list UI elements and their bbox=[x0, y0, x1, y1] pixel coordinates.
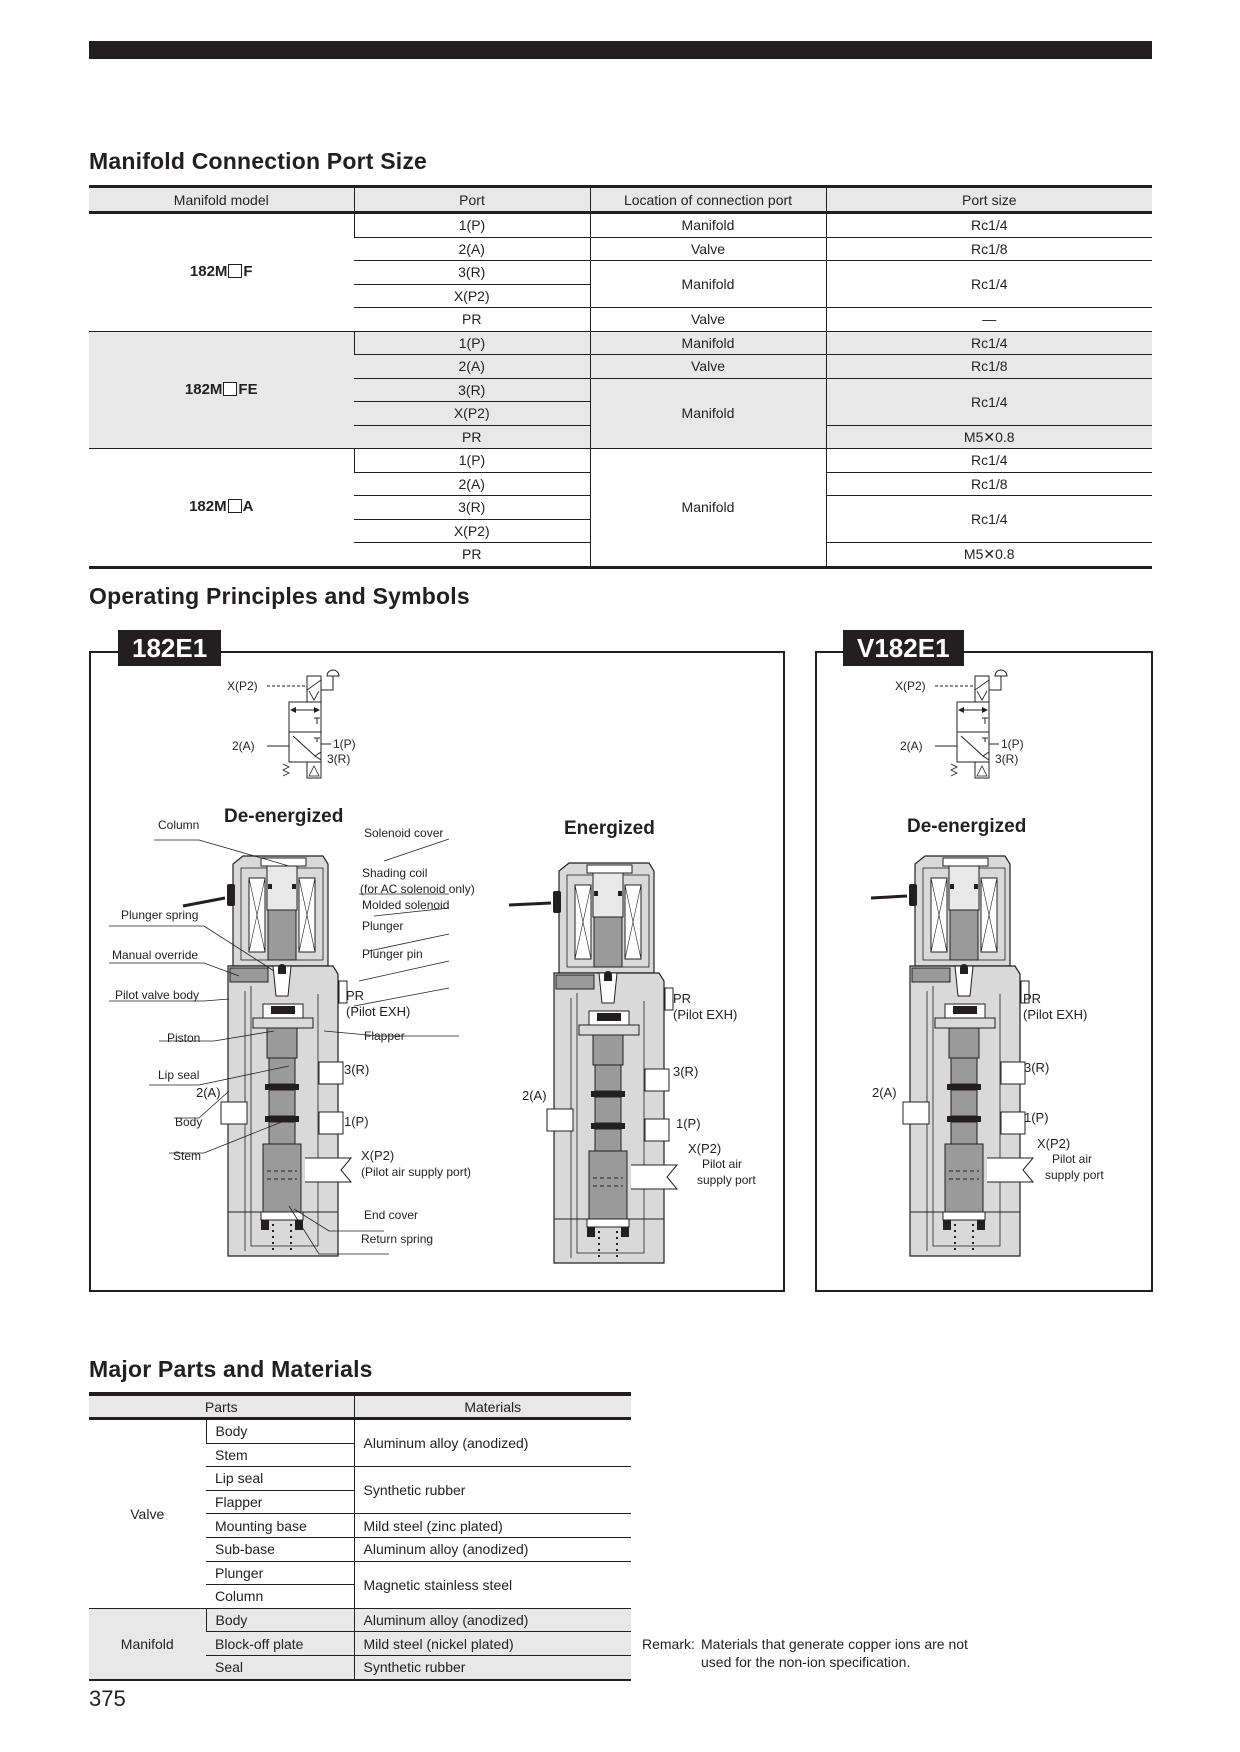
col-header: Location of connection port bbox=[590, 187, 826, 213]
material-cell: Mild steel (nickel plated) bbox=[354, 1632, 631, 1656]
valve-drawing-v182e1 bbox=[871, 856, 1033, 1256]
model-suffix: FE bbox=[238, 380, 258, 398]
symbol-label-a: 2(A) bbox=[900, 739, 923, 753]
callout-port-x: X(P2) bbox=[361, 1148, 395, 1163]
v-label-pilot-air: Pilot air bbox=[1052, 1152, 1093, 1166]
energized-label-pilot-exh: (Pilot EXH) bbox=[673, 1007, 738, 1022]
group-cell-manifold: Manifold bbox=[89, 1608, 206, 1679]
symbol-label-p: 1(P) bbox=[333, 737, 356, 751]
diagram-182e1 bbox=[89, 651, 785, 1292]
material-cell: Synthetic rubber bbox=[354, 1467, 631, 1514]
table-header-row bbox=[89, 1394, 631, 1419]
port-cell: PR bbox=[354, 425, 590, 449]
part-cell: Sub-base bbox=[206, 1537, 354, 1561]
callout-manual-override: Manual override bbox=[112, 948, 199, 962]
size-cell: M5✕0.8 bbox=[826, 543, 1152, 568]
callout-lip-seal: Lip seal bbox=[158, 1068, 200, 1082]
callout-flapper: Flapper bbox=[364, 1029, 405, 1043]
callout-port-r: 3(R) bbox=[344, 1062, 370, 1077]
v-label-pilot-exh: (Pilot EXH) bbox=[1023, 1007, 1088, 1022]
placeholder-box bbox=[228, 264, 242, 278]
valve-symbol bbox=[895, 670, 1024, 778]
callout-plunger: Plunger bbox=[362, 919, 404, 933]
part-cell: Body bbox=[206, 1419, 354, 1444]
state-label-v-de-energized: De-energized bbox=[907, 816, 1027, 837]
model-prefix: 182M bbox=[189, 263, 228, 281]
symbol-label-x: X(P2) bbox=[895, 679, 926, 693]
callout-pilot-valve-body: Pilot valve body bbox=[115, 988, 200, 1002]
state-label-energized: Energized bbox=[564, 818, 655, 839]
size-cell: — bbox=[826, 308, 1152, 332]
section-title-parts: Major Parts and Materials bbox=[89, 1356, 373, 1382]
energized-label-port-x: X(P2) bbox=[688, 1141, 722, 1156]
port-cell: 2(A) bbox=[354, 355, 590, 379]
callout-pilot-exh: (Pilot EXH) bbox=[346, 1004, 411, 1019]
size-cell: Rc1/8 bbox=[826, 237, 1152, 261]
material-cell: Aluminum alloy (anodized) bbox=[354, 1419, 631, 1467]
parts-materials-table bbox=[89, 1392, 631, 1681]
part-cell: Flapper bbox=[206, 1490, 354, 1514]
size-cell: Rc1/8 bbox=[826, 472, 1152, 496]
port-cell: 1(P) bbox=[354, 213, 590, 238]
callout-plunger-spring: Plunger spring bbox=[121, 908, 199, 922]
header-bar bbox=[89, 41, 1152, 59]
port-cell: 2(A) bbox=[354, 472, 590, 496]
callout-piston: Piston bbox=[167, 1031, 201, 1045]
material-cell: Aluminum alloy (anodized) bbox=[354, 1537, 631, 1561]
panel-tab-v182e1: V182E1 bbox=[843, 630, 964, 666]
size-cell: Rc1/4 bbox=[826, 331, 1152, 355]
v-label-port-x: X(P2) bbox=[1037, 1136, 1071, 1151]
callout-solenoid-cover: Solenoid cover bbox=[364, 826, 444, 840]
location-cell: Valve bbox=[590, 237, 826, 261]
remark-label: Remark: bbox=[642, 1636, 695, 1652]
v-label-port-a: 2(A) bbox=[872, 1085, 897, 1100]
callout-shading-coil-note: (for AC solenoid only) bbox=[360, 882, 475, 896]
port-cell: 1(P) bbox=[354, 449, 590, 473]
symbol-label-r: 3(R) bbox=[327, 752, 351, 766]
page-number: 375 bbox=[89, 1686, 126, 1711]
energized-label-pr: PR bbox=[673, 991, 692, 1006]
table-row bbox=[89, 1419, 631, 1444]
model-suffix: F bbox=[243, 263, 253, 281]
symbol-label-x: X(P2) bbox=[227, 679, 258, 693]
model-prefix: 182M bbox=[184, 380, 223, 398]
col-header: Port size bbox=[826, 187, 1152, 213]
port-cell: 1(P) bbox=[354, 331, 590, 355]
port-cell: PR bbox=[354, 308, 590, 332]
part-cell: Stem bbox=[206, 1443, 354, 1467]
size-cell: Rc1/8 bbox=[826, 355, 1152, 379]
callout-port-a: 2(A) bbox=[196, 1085, 221, 1100]
callout-shading-coil: Shading coil bbox=[362, 866, 428, 880]
callout-column: Column bbox=[158, 818, 200, 832]
symbol-label-a: 2(A) bbox=[232, 739, 255, 753]
remark-line-2: used for the non-ion specification. bbox=[701, 1654, 911, 1670]
col-header: Port bbox=[354, 187, 590, 213]
port-cell: 2(A) bbox=[354, 237, 590, 261]
part-cell: Column bbox=[206, 1585, 354, 1609]
state-label-de-energized: De-energized bbox=[224, 806, 344, 827]
port-cell: 3(R) bbox=[354, 378, 590, 402]
material-cell: Magnetic stainless steel bbox=[354, 1561, 631, 1608]
location-cell: Manifold bbox=[590, 213, 826, 238]
callout-body: Body bbox=[175, 1115, 203, 1129]
group-cell-valve: Valve bbox=[89, 1419, 206, 1609]
symbol-label-p: 1(P) bbox=[1001, 737, 1024, 751]
v-label-port-r: 3(R) bbox=[1024, 1060, 1050, 1075]
size-cell: Rc1/4 bbox=[826, 378, 1152, 425]
valve-symbol bbox=[227, 670, 356, 778]
part-cell: Body bbox=[206, 1608, 354, 1632]
port-cell: 3(R) bbox=[354, 496, 590, 520]
callout-plunger-pin: Plunger pin bbox=[362, 947, 423, 961]
placeholder-box bbox=[223, 382, 237, 396]
part-cell: Block-off plate bbox=[206, 1632, 354, 1656]
callout-end-cover: End cover bbox=[364, 1208, 419, 1222]
callout-stem: Stem bbox=[173, 1149, 202, 1163]
port-size-table bbox=[89, 185, 1152, 569]
col-header: Materials bbox=[354, 1394, 631, 1419]
section-title-operating: Operating Principles and Symbols bbox=[89, 583, 470, 609]
part-cell: Plunger bbox=[206, 1561, 354, 1585]
location-cell: Manifold bbox=[590, 331, 826, 355]
energized-label-pilot-air: Pilot air bbox=[702, 1157, 743, 1171]
v-label-port-p: 1(P) bbox=[1024, 1110, 1049, 1125]
location-cell: Manifold bbox=[590, 261, 826, 308]
callout-pilot-supply: (Pilot air supply port) bbox=[361, 1165, 472, 1179]
callout-port-p: 1(P) bbox=[344, 1114, 369, 1129]
material-cell: Synthetic rubber bbox=[354, 1655, 631, 1679]
symbol-label-r: 3(R) bbox=[995, 752, 1019, 766]
part-cell: Lip seal bbox=[206, 1467, 354, 1491]
port-cell: PR bbox=[354, 543, 590, 568]
remark-line-1: Materials that generate copper ions are not bbox=[701, 1636, 968, 1652]
location-cell: Valve bbox=[590, 355, 826, 379]
table-row bbox=[89, 1608, 631, 1632]
table-row bbox=[89, 331, 1152, 355]
model-prefix: 182M bbox=[189, 498, 227, 516]
size-cell: Rc1/4 bbox=[826, 449, 1152, 473]
col-header: Parts bbox=[89, 1394, 354, 1419]
location-cell: Valve bbox=[590, 308, 826, 332]
callout-pr: PR bbox=[346, 988, 365, 1003]
valve-drawing-de-energized bbox=[183, 856, 351, 1256]
energized-label-supply-port: supply port bbox=[697, 1173, 756, 1187]
section-title-manifold: Manifold Connection Port Size bbox=[89, 148, 428, 174]
placeholder-box bbox=[228, 499, 242, 513]
col-header: Manifold model bbox=[89, 187, 354, 213]
size-cell: Rc1/4 bbox=[826, 261, 1152, 308]
material-cell: Mild steel (zinc plated) bbox=[354, 1514, 631, 1538]
port-cell: X(P2) bbox=[354, 519, 590, 543]
material-cell: Aluminum alloy (anodized) bbox=[354, 1608, 631, 1632]
port-cell: X(P2) bbox=[354, 284, 590, 308]
model-cell bbox=[89, 213, 354, 332]
location-cell: Manifold bbox=[590, 378, 826, 449]
remark-note bbox=[642, 1635, 968, 1671]
size-cell: Rc1/4 bbox=[826, 213, 1152, 238]
part-cell: Mounting base bbox=[206, 1514, 354, 1538]
table-row bbox=[89, 213, 1152, 238]
size-cell: M5✕0.8 bbox=[826, 425, 1152, 449]
v-label-pr: PR bbox=[1023, 991, 1042, 1006]
part-cell: Seal bbox=[206, 1655, 354, 1679]
port-cell: X(P2) bbox=[354, 402, 590, 426]
port-cell: 3(R) bbox=[354, 261, 590, 285]
v-label-supply-port: supply port bbox=[1045, 1168, 1104, 1182]
valve-drawing-energized bbox=[509, 863, 677, 1263]
model-cell bbox=[89, 449, 354, 568]
energized-label-port-r: 3(R) bbox=[673, 1064, 699, 1079]
model-cell bbox=[89, 331, 354, 449]
diagram-v182e1 bbox=[815, 651, 1153, 1292]
size-cell: Rc1/4 bbox=[826, 496, 1152, 543]
energized-label-port-p: 1(P) bbox=[676, 1116, 701, 1131]
callout-return-spring: Return spring bbox=[361, 1232, 434, 1246]
location-cell: Manifold bbox=[590, 449, 826, 568]
table-row bbox=[89, 449, 1152, 473]
energized-label-port-a: 2(A) bbox=[522, 1088, 547, 1103]
panel-tab-182e1: 182E1 bbox=[118, 630, 221, 666]
callout-molded-solenoid: Molded solenoid bbox=[362, 898, 450, 912]
table-header-row bbox=[89, 187, 1152, 213]
model-suffix: A bbox=[242, 498, 254, 516]
